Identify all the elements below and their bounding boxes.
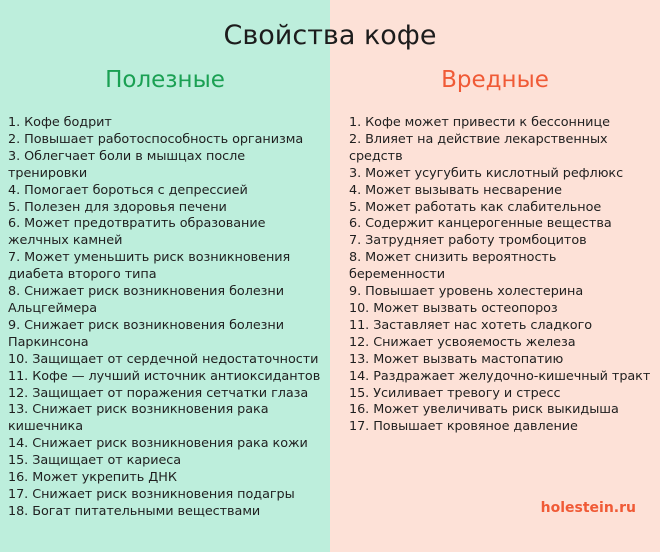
useful-list <box>8 115 326 521</box>
useful-item: 2. Повышает работоспособность организма <box>8 131 304 147</box>
site-brand: holestein.ru <box>540 500 636 516</box>
useful-item: 16. Может укрепить ДНК <box>8 470 177 486</box>
harmful-item: 17. Повышает кровяное давление <box>349 419 578 435</box>
harmful-item: 12. Снижает усвояемость железа <box>349 334 576 350</box>
useful-item: 17. Снижает риск возникновения подагры <box>8 486 295 502</box>
harmful-item: 5. Может работать как слабительное <box>349 199 602 215</box>
harmful-item: 13. Может вызвать мастопатию <box>349 351 564 367</box>
useful-item: 3. Облегчает боли в мышцах после тренировки <box>8 148 246 181</box>
useful-item: 12. Защищает от поражения сетчатки глаза <box>8 385 309 401</box>
harmful-item: 2. Влияет на действие лекарственных средств <box>349 131 608 164</box>
harmful-item: 6. Содержит канцерогенные вещества <box>349 216 612 232</box>
harmful-item: 7. Затрудняет работу тромбоцитов <box>349 233 587 249</box>
harmful-item: 8. Может снизить вероятность беременности <box>349 250 557 283</box>
useful-item: 5. Полезен для здоровья печени <box>8 199 227 215</box>
harmful-list <box>349 115 655 436</box>
useful-item: 4. Помогает бороться с депрессией <box>8 182 248 198</box>
useful-item: 9. Снижает риск возникновения болезни Паркинсона <box>8 317 284 350</box>
harmful-item: 16. Может увеличивать риск выкидыша <box>349 402 619 418</box>
useful-item: 8. Снижает риск возникновения болезни Альцгеймера <box>8 284 284 316</box>
useful-item: 11. Кофе — лучший источник антиоксидантов <box>8 368 321 384</box>
harmful-item: 14. Раздражает желудочно-кишечный тракт <box>349 368 651 384</box>
useful-item: 1. Кофе бодрит <box>8 115 112 130</box>
useful-item: 15. Защищает от кариеса <box>8 453 182 469</box>
useful-item: 10. Защищает от сердечной недостаточности <box>8 351 319 367</box>
harmful-item: 1. Кофе может привести к бессоннице <box>349 115 610 130</box>
useful-heading: Полезные <box>105 67 225 93</box>
harmful-item: 9. Повышает уровень холестерина <box>349 284 584 300</box>
useful-item: 18. Богат питательными веществами <box>8 503 261 519</box>
harmful-heading: Вредные <box>441 67 549 93</box>
harmful-item: 4. Может вызывать несварение <box>349 182 562 198</box>
useful-item: 7. Может уменьшить риск возникновения диабета второго типа <box>8 250 291 283</box>
harmful-item: 15. Усиливает тревогу и стресс <box>349 385 561 401</box>
page-title: Свойства кофе <box>223 20 437 51</box>
useful-item: 13. Снижает риск возникновения рака кишечника <box>8 402 269 435</box>
useful-item: 14. Снижает риск возникновения рака кожи <box>8 436 308 452</box>
harmful-item: 3. Может усугубить кислотный рефлюкс <box>349 165 624 181</box>
harmful-item: 11. Заставляет нас хотеть сладкого <box>349 317 593 333</box>
harmful-item: 10. Может вызвать остеопороз <box>349 300 558 316</box>
useful-item: 6. Может предотвратить образование желчных камней <box>8 216 266 249</box>
